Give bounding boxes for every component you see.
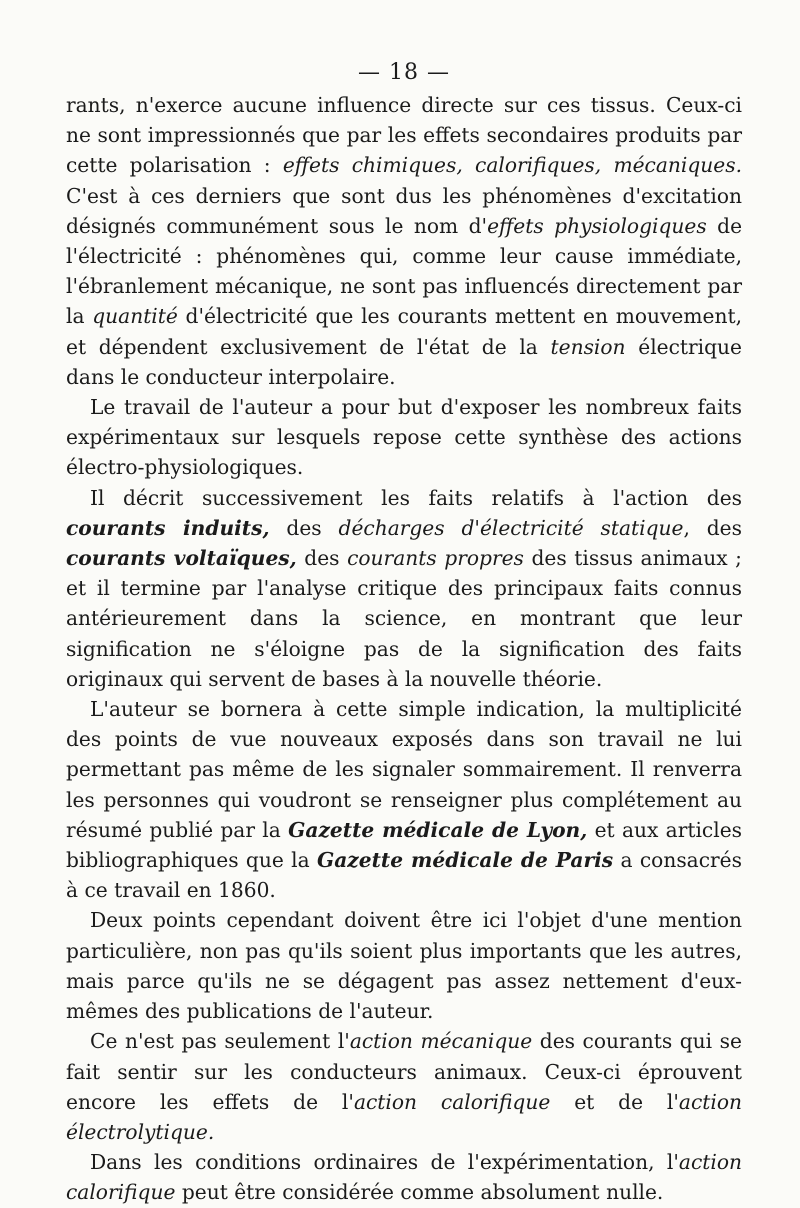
text-run: des courants qui se fait sentir sur les conducteurs animaux. Ceux-ci éprouvent encore les effets de l' bbox=[66, 1029, 742, 1114]
text-run: a consacrés à ce travail en 1860. bbox=[66, 848, 742, 903]
emphasis-text: courants voltaïques, bbox=[66, 546, 297, 571]
emphasis-text: Gazette médicale de Lyon, bbox=[288, 817, 588, 842]
text-run: d'électricité que les courants mettent en mouvement, et dépendent exclusivement de l'état de la bbox=[66, 304, 742, 359]
text-run: des bbox=[269, 515, 339, 540]
text-run: , des bbox=[683, 515, 742, 540]
emphasis-text: Gazette médicale de Paris bbox=[316, 848, 614, 873]
text-run: et de l' bbox=[550, 1089, 679, 1114]
text-run: L'auteur se bornera à cette simple indication, la multiplicité des points de vue nouveaux exposés dans son travail ne lui permettant pas même de les signaler sommairement. Il renverra les personnes qui voudront se renseigner plus complétement au résumé publié par la bbox=[66, 697, 742, 842]
paragraph-p2 bbox=[66, 392, 742, 483]
text-run: des bbox=[296, 546, 348, 571]
emphasis-text: effets physiologiques bbox=[487, 213, 707, 238]
paragraph-p5 bbox=[66, 905, 742, 1026]
emphasis-text: tension bbox=[550, 334, 626, 359]
emphasis-text: quantité bbox=[92, 304, 178, 329]
text-run: rants, n'exerce aucune influence directe sur ces tissus. Ceux-ci ne sont impressionnés que par les effets secondaires produits par cette polarisation : bbox=[66, 93, 742, 178]
emphasis-text: action calorifique bbox=[353, 1089, 551, 1114]
paragraph-p7 bbox=[66, 1147, 742, 1207]
paragraph-p3 bbox=[66, 483, 742, 694]
text-run: C'est à ces derniers que sont dus les phénomènes d'excitation désignés communément sous le nom d' bbox=[66, 183, 742, 238]
emphasis-text: action électrolytique. bbox=[66, 1089, 742, 1144]
emphasis-text: courants induits, bbox=[66, 515, 270, 540]
text-run: Le travail de l'auteur a pour but d'exposer les nombreux faits expérimentaux sur lesquels repose cette synthèse des actions électro-physiologiques. bbox=[66, 395, 742, 480]
text-run: Dans les conditions ordinaires de l'expérimentation, l' bbox=[90, 1150, 679, 1175]
page-number: — 18 — bbox=[358, 60, 450, 85]
paragraph-p1 bbox=[66, 90, 742, 392]
text-run: des tissus animaux ; et il termine par l'analyse critique des principaux faits connus antérieurement dans la science, en montrant que leur signification ne s'éloigne pas de la signification des faits originaux qui servent de bases à la nouvelle théorie. bbox=[66, 546, 742, 691]
text-run: de l'électricité : phénomènes qui, comme leur cause immédiate, l'ébranlement mécanique, ne sont pas influencés directement par la bbox=[66, 213, 743, 329]
emphasis-text: action mécanique bbox=[349, 1029, 533, 1054]
paragraph-p4 bbox=[66, 694, 742, 905]
text-run: Deux points cependant doivent être ici l'objet d'une mention particulière, non pas qu'ils soient plus importants que les autres, mais parce qu'ils ne se dégagent pas assez nettement d'eux-mêmes des publications de l'auteur. bbox=[66, 908, 742, 1024]
emphasis-text: courants propres bbox=[347, 546, 524, 571]
text-run: Il décrit successivement les faits relatifs à l'action des bbox=[90, 485, 742, 510]
emphasis-text: décharges d'électricité statique bbox=[338, 515, 684, 540]
body-text bbox=[66, 90, 742, 1208]
text-run: Ce n'est pas seulement l' bbox=[90, 1029, 350, 1054]
text-run: électrique dans le conducteur interpolaire. bbox=[66, 334, 742, 389]
text-run: et aux articles bibliographiques que la bbox=[66, 817, 743, 873]
emphasis-text: effets chimiques, calorifiques, mécaniques. bbox=[282, 153, 742, 178]
emphasis-text: action calorifique bbox=[66, 1150, 742, 1205]
paragraph-p6 bbox=[66, 1026, 742, 1147]
text-run: peut être considérée comme absolument nulle. bbox=[175, 1180, 664, 1205]
